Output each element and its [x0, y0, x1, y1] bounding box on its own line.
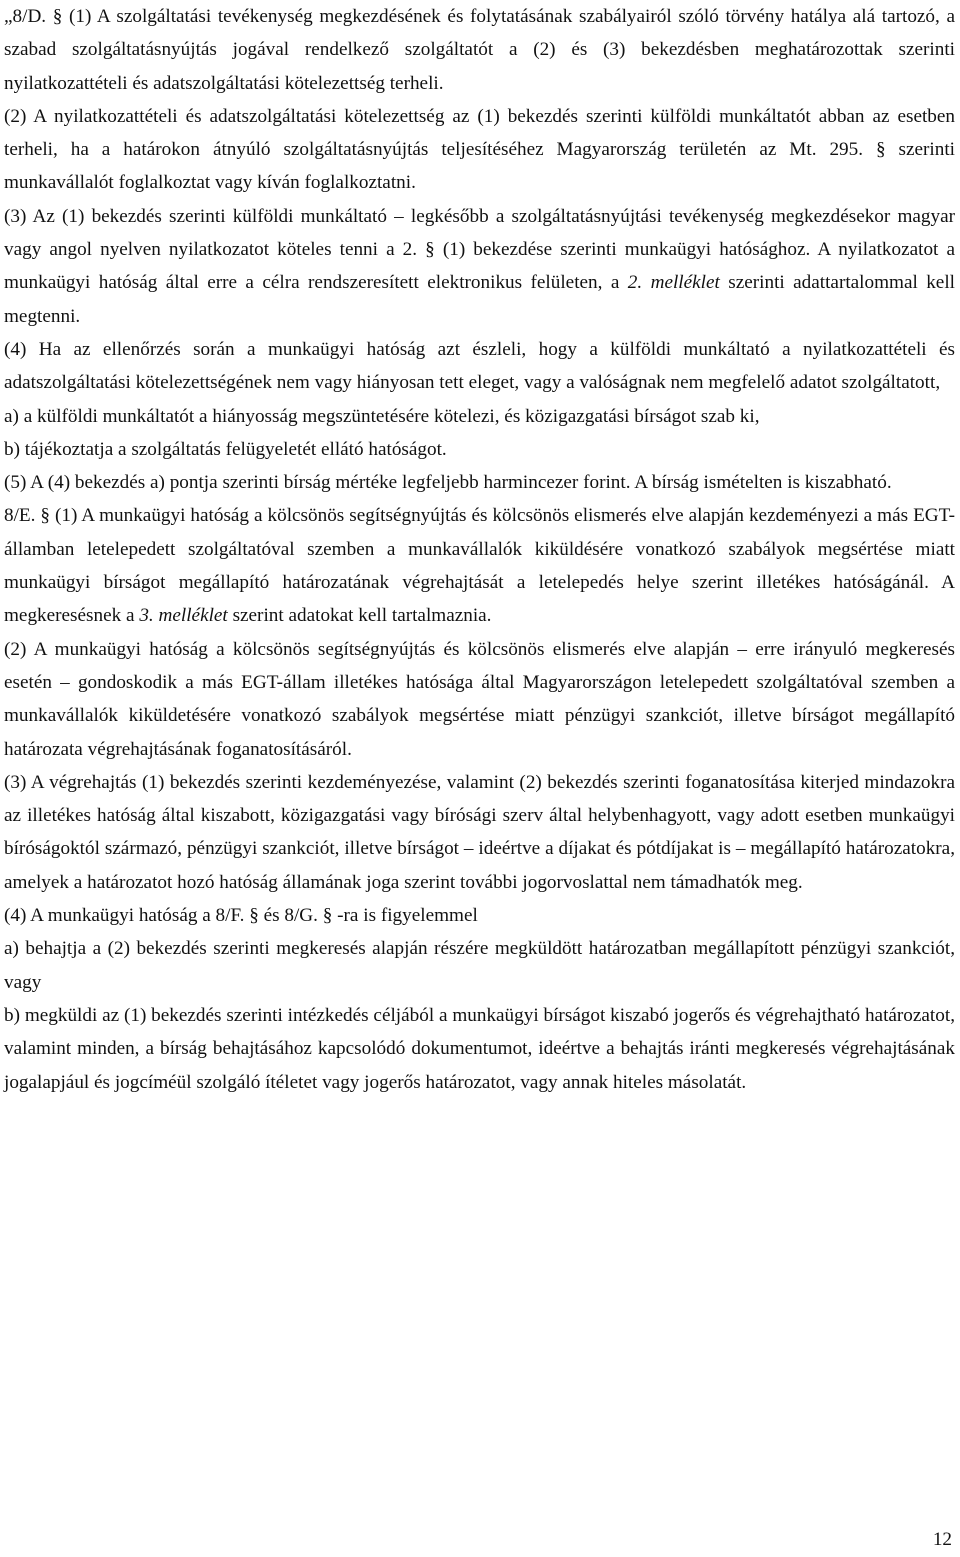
paragraph-8d-4-b [4, 433, 955, 466]
paragraph-text: b) megküldi az (1) bekezdés szerinti intézkedés céljából a munkaügyi bírságot kiszabó jogerős és végrehajtható határozatot, valamint minden, a bírság behajtásához kapcsolódó dokumentumot, ideértve a behajtás iránti megkeresés végrehajtásának jogalapjául és jogcíméül szolgáló ítéletet vagy jogerős határozatot, vagy annak hiteles másolatát. [4, 1004, 955, 1093]
paragraph-8d-2 [4, 100, 955, 200]
paragraph-text: (3) A végrehajtás (1) bekezdés szerinti kezdeményezése, valamint (2) bekezdés szerinti foganatosítása kiterjed mindazokra az illetékes hatóság által kiszabott, közigazgatási vagy bírósági szerv által helybenhagyott, vagy adott esetben munkaügyi bíróságoktól származó, pénzügyi szankciót, illetve bírságot – ideértve a díjakat és pótdíjakat is – megállapító határozatokra, amelyek a határozatot hozó hatóság államának joga szerint további jogorvoslattal nem támadhatók meg. [4, 771, 955, 893]
paragraph-text: (2) A munkaügyi hatóság a kölcsönös segítségnyújtás és kölcsönös elismerés elve alapján – erre irányuló megkeresés esetén – gondoskodik a más EGT-állam illetékes hatósága által Magyarországon letelepedett szolgáltatóval szemben a munkavállalók kiküldetésére vonatkozó szabályok megsértése miatt pénzügyi szankciót, illetve bírságot megállapító határozata végrehajtásának foganatosításáról. [4, 638, 955, 760]
paragraph-text: (5) A (4) bekezdés a) pontja szerinti bírság mértéke legfeljebb harmincezer forint. A bírság ismételten is kiszabható. [4, 472, 892, 494]
page-number: 12 [932, 1529, 952, 1550]
paragraph-8d-4-a [4, 400, 955, 433]
paragraph-8e-4-b [4, 999, 955, 1099]
paragraph-text: (3) Az (1) bekezdés szerinti külföldi munkáltató – legkésőbb a szolgáltatásnyújtási tevékenység megkezdésekor magyar vagy angol nyelven nyilatkozatot köteles tenni a 2. § (1) bekezdése szerinti munkaügyi hatósághoz. A nyilatkozatot a munkaügyi hatóság által erre a célra rendszeresített elektronikus felületen, a [4, 205, 955, 294]
annex-reference: 2. melléklet [627, 272, 720, 294]
paragraph-text: (4) Ha az ellenőrzés során a munkaügyi hatóság azt észleli, hogy a külföldi munkáltató a nyilatkozattételi és adatszolgáltatási kötelezettségének nem vagy hiányosan tett eleget, vagy a valóságnak nem megfelelő adatot szolgáltatott, [4, 338, 955, 394]
paragraph-8e-3 [4, 766, 955, 899]
paragraph-text: szerint adatokat kell tartalmaznia. [227, 605, 492, 627]
annex-reference: 3. melléklet [139, 605, 228, 627]
document-page [4, 0, 955, 1099]
paragraph-8d-5 [4, 466, 955, 499]
paragraph-8e-4 [4, 899, 955, 932]
paragraph-8d-3 [4, 200, 955, 333]
paragraph-text: szerinti adattartalommal kell megtenni. [4, 272, 955, 327]
paragraph-text: (2) A nyilatkozattételi és adatszolgáltatási kötelezettség az (1) bekezdés szerinti külföldi munkáltatót abban az esetben terheli, ha a határokon átnyúló szolgáltatásnyújtás teljesítéséhez Magyarország területén az Mt. 295. § szerinti munkavállalót foglalkoztat vagy kíván foglalkoztatni. [4, 105, 955, 194]
paragraph-text: a) a külföldi munkáltatót a hiányosság megszüntetésére kötelezi, és közigazgatási bírságot szab ki, [4, 405, 760, 427]
paragraph-text: (4) A munkaügyi hatóság a 8/F. § és 8/G. § -ra is figyelemmel [4, 905, 478, 927]
paragraph-text: „8/D. § (1) A szolgáltatási tevékenység megkezdésének és folytatásának szabályairól szóló törvény hatálya alá tartozó, a szabad szolgáltatásnyújtás jogával rendelkező szolgáltatót a (2) és (3) bekezdésben meghatározottak szerinti nyilatkozattételi és adatszolgáltatási kötelezettség terheli. [4, 6, 955, 94]
paragraph-text: 8/E. § (1) A munkaügyi hatóság a kölcsönös segítségnyújtás és kölcsönös elismerés elve alapján kezdeményezi a más EGT-államban letelepedett szolgáltatóval szemben a munkavállalók kiküldésére vonatkozó szabályok megsértése miatt munkaügyi bírságot megállapító határozatának végrehajtását a letelepedés helye szerint illetékes hatóságánál. A megkeresésnek a [4, 505, 955, 627]
paragraph-8d-1 [4, 0, 955, 100]
paragraph-8e-4-a [4, 932, 955, 999]
paragraph-8e-1 [4, 499, 955, 632]
paragraph-text: b) tájékoztatja a szolgáltatás felügyeletét ellátó hatóságot. [4, 438, 447, 460]
paragraph-8d-4 [4, 333, 955, 400]
paragraph-8e-2 [4, 633, 955, 766]
paragraph-text: a) behajtja a (2) bekezdés szerinti megkeresés alapján részére megküldött határozatban megállapított pénzügyi szankciót, vagy [4, 938, 955, 993]
